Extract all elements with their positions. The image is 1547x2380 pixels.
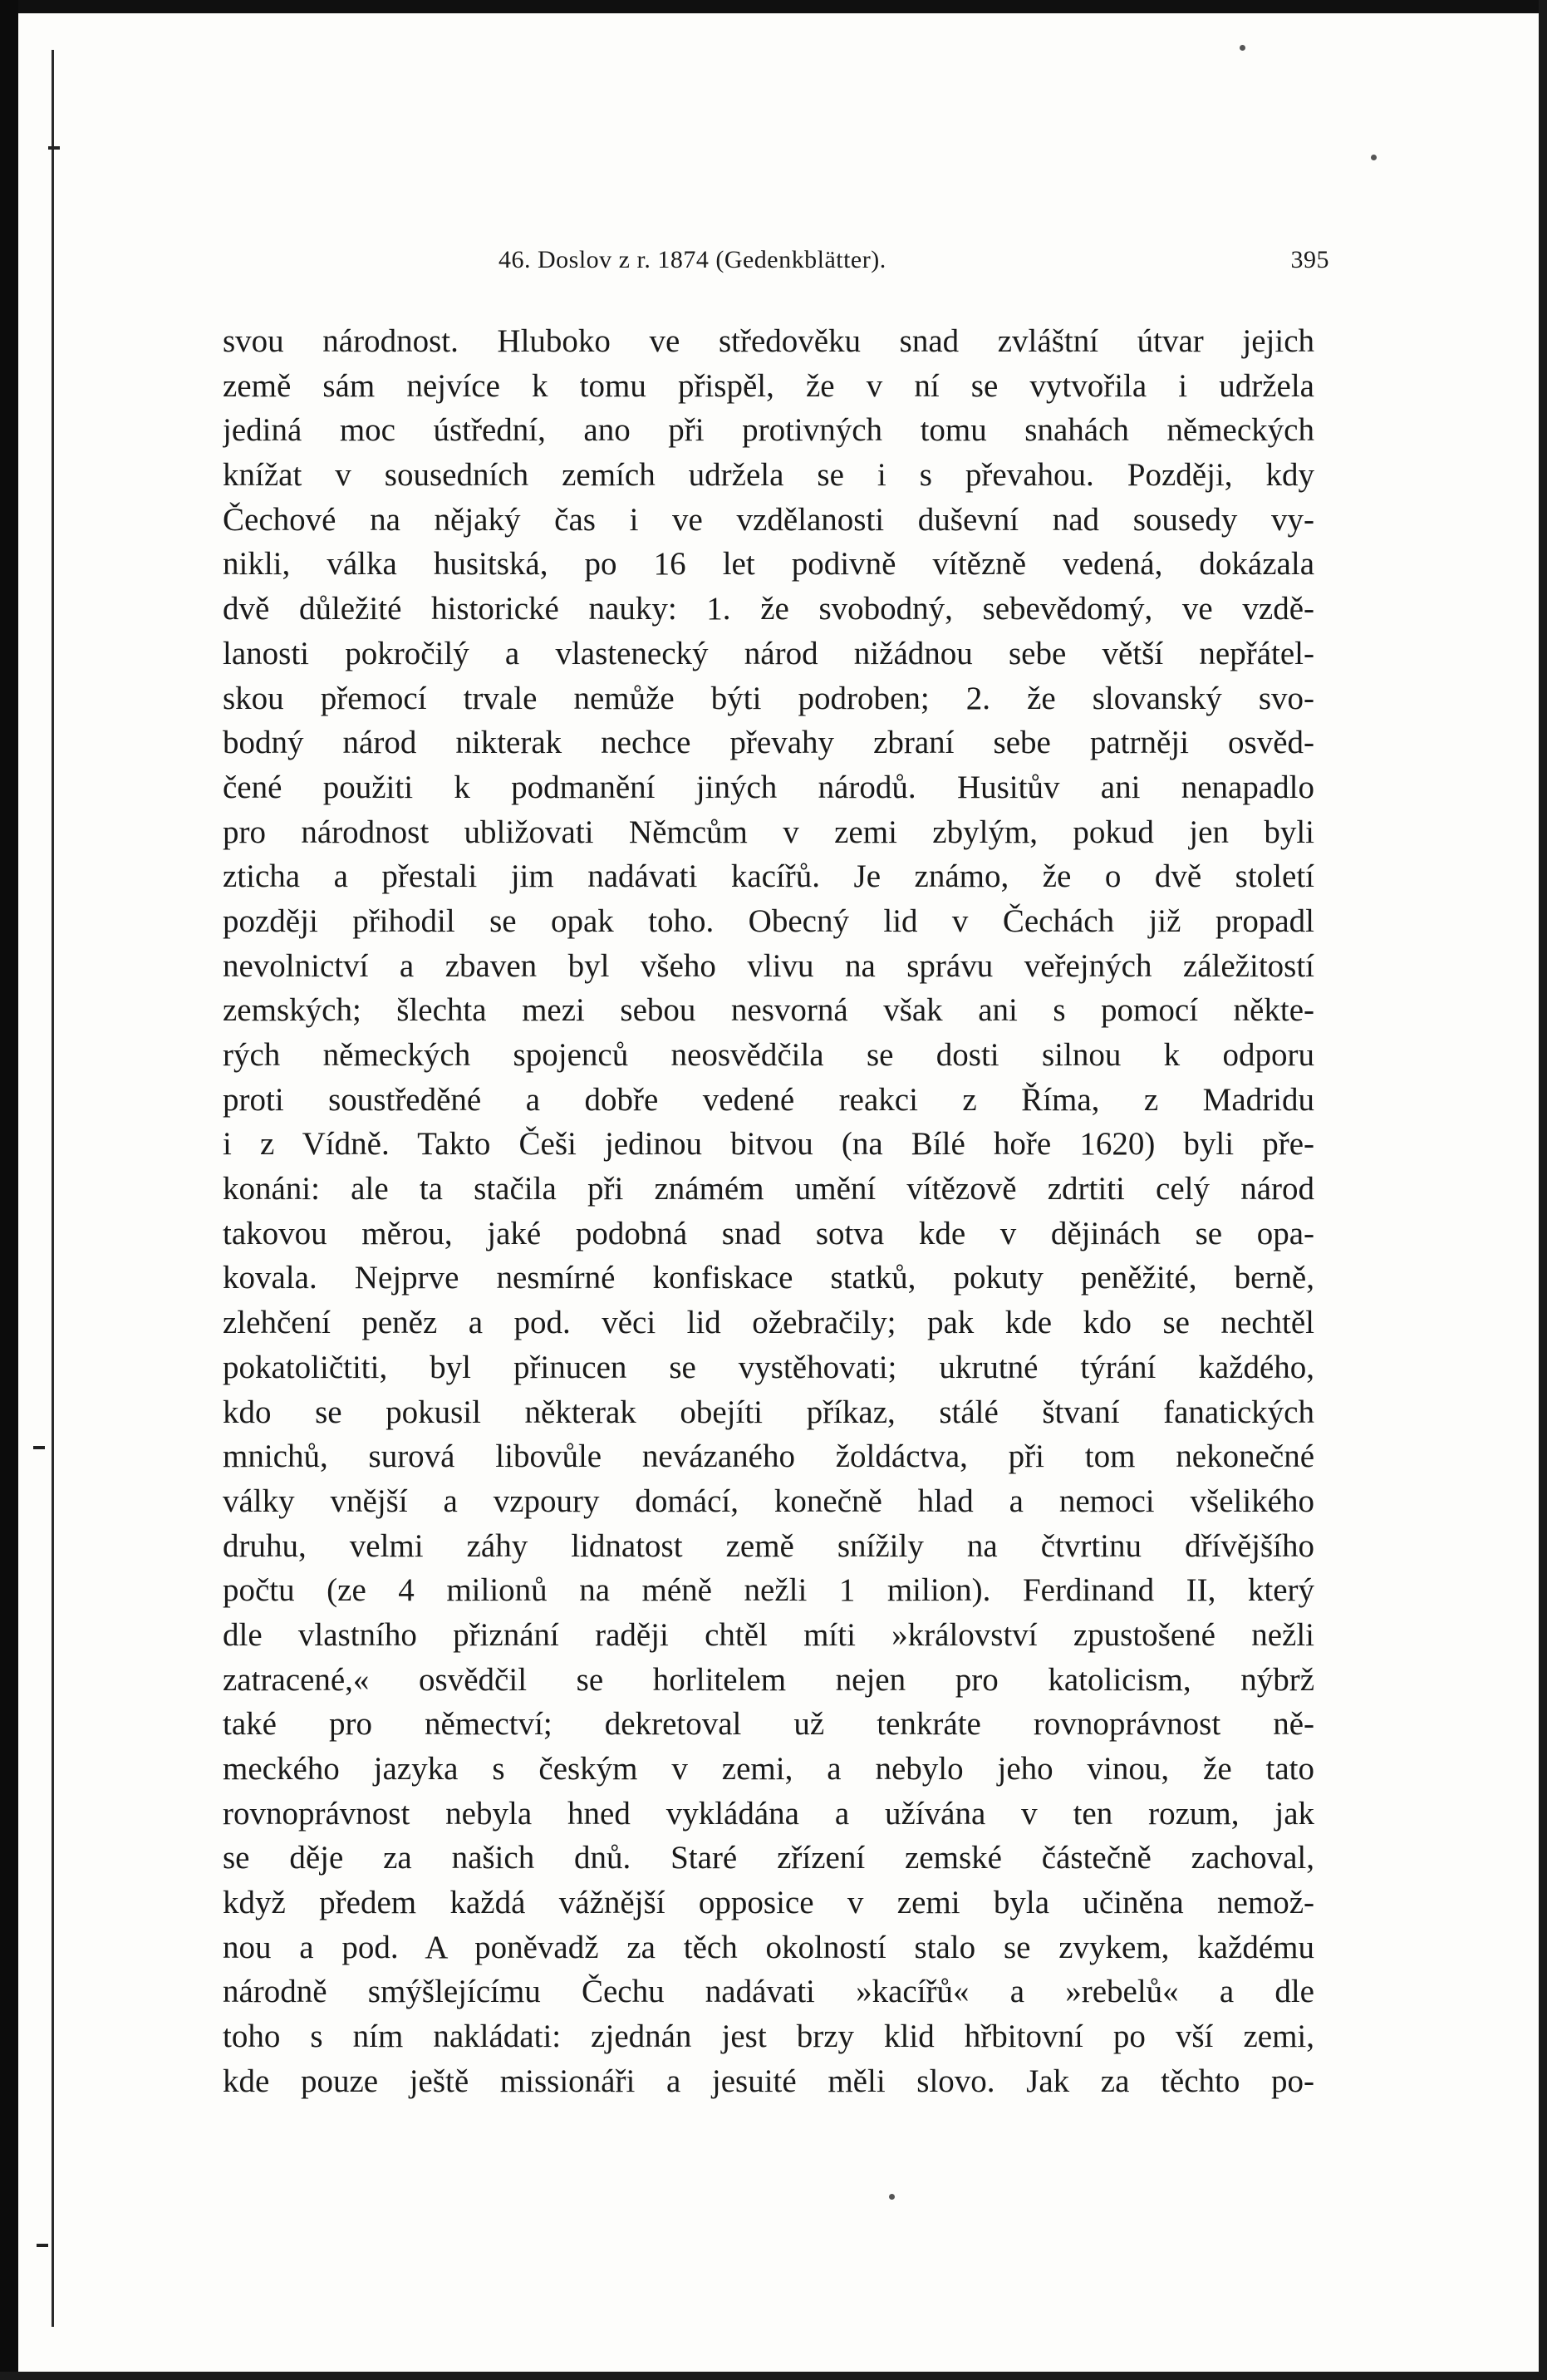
scan-speck bbox=[1371, 155, 1377, 160]
scan-edge-top bbox=[0, 0, 1547, 13]
scan-mark bbox=[33, 1446, 45, 1449]
text-line: konáni: ale ta stačila při známém umění vítězově zdrtiti celý národ bbox=[223, 1171, 1314, 1207]
scan-edge-left bbox=[0, 0, 18, 2380]
text-line: rovnoprávnost nebyla hned vykládána a užívána v ten rozum, jak bbox=[223, 1795, 1314, 1832]
scan-mark bbox=[48, 146, 60, 150]
page-number: 395 bbox=[1290, 246, 1329, 273]
text-line: toho s ním nakládati: zjednán jest brzy klid hřbitovní po vší zemi, bbox=[223, 2019, 1314, 2055]
text-line: zlehčení peněz a pod. věci lid ožebračily; pak kde kdo se nechtěl bbox=[223, 1305, 1314, 1341]
text-line: zticha a přestali jim nadávati kacířů. Je známo, že o dvě století bbox=[223, 858, 1314, 895]
body-text bbox=[223, 319, 1314, 2104]
text-line: nikli, válka husitská, po 16 let podivně vítězně vedená, dokázala bbox=[223, 546, 1314, 583]
text-line: kdo se pokusil některak obejíti příkaz, stálé štvaní fanatických bbox=[223, 1394, 1314, 1430]
text-line: se děje za našich dnů. Staré zřízení zemské částečně zachoval, bbox=[223, 1840, 1314, 1876]
text-line: dvě důležité historické nauky: 1. že svobodný, sebevědomý, ve vzdě- bbox=[223, 591, 1314, 627]
text-line: Čechové na nějaký čas i ve vzdělanosti duševní nad sousedy vy- bbox=[223, 501, 1314, 538]
scan-edge-right bbox=[1539, 0, 1547, 2380]
text-line: knížat v sousedních zemích udržela se i s převahou. Později, kdy bbox=[223, 457, 1314, 494]
text-line: takovou měrou, jaké podobná snad sotva kde v dějinách se opa- bbox=[223, 1215, 1314, 1251]
text-line: když předem každá vážnější opposice v zemi byla učiněna nemož- bbox=[223, 1885, 1314, 1921]
scan-speck bbox=[889, 2194, 895, 2200]
text-line: zemských; šlechta mezi sebou nesvorná však ani s pomocí někte- bbox=[223, 992, 1314, 1029]
text-line: mnichů, surová libovůle nevázaného žoldáctva, při tom nekonečné bbox=[223, 1438, 1314, 1475]
scan-mark bbox=[37, 2244, 48, 2247]
text-line: lanosti pokročilý a vlastenecký národ nižádnou sebe větší nepřátel- bbox=[223, 635, 1314, 671]
text-line: jediná moc ústřední, ano při protivných tomu snahách německých bbox=[223, 412, 1314, 449]
text-line: proti soustředěné a dobře vedené reakci z Říma, z Madridu bbox=[223, 1081, 1314, 1118]
text-line: pro národnost ubližovati Němcům v zemi zbylým, pokud jen byli bbox=[223, 814, 1314, 850]
text-line: nou a pod. A poněvadž za těch okolností stalo se zvykem, každému bbox=[223, 1929, 1314, 1965]
text-line: nevolnictví a zbaven byl všeho vlivu na správu veřejných záležitostí bbox=[223, 947, 1314, 984]
running-head-title: 46. Doslov z r. 1874 (Gedenkblätter). bbox=[498, 246, 886, 273]
text-line: kovala. Nejprve nesmírné konfiskace statků, pokuty peněžité, berně, bbox=[223, 1260, 1314, 1296]
text-line: svou národnost. Hluboko ve středověku snad zvláštní útvar jejich bbox=[223, 323, 1314, 359]
text-line: meckého jazyka s českým v zemi, a nebylo jeho vinou, že tato bbox=[223, 1751, 1314, 1787]
text-line: čené použiti k podmanění jiných národů. Husitův ani nenapadlo bbox=[223, 769, 1314, 805]
text-line: zatracené,« osvědčil se horlitelem nejen pro katolicism, nýbrž bbox=[223, 1661, 1314, 1698]
text-line: dle vlastního přiznání raději chtěl míti »království zpustošené nežli bbox=[223, 1616, 1314, 1653]
text-line: později přihodil se opak toho. Obecný lid v Čechách již propadl bbox=[223, 902, 1314, 939]
scan-speck bbox=[1240, 45, 1245, 51]
text-line: kde pouze ještě missionáři a jesuité měli slovo. Jak za těchto po- bbox=[223, 2063, 1314, 2099]
scan-edge-bottom bbox=[0, 2372, 1547, 2380]
text-line: počtu (ze 4 milionů na méně nežli 1 milion). Ferdinand II, který bbox=[223, 1572, 1314, 1609]
text-line: národně smýšlejícímu Čechu nadávati »kacířů« a »rebelů« a dle bbox=[223, 1974, 1314, 2010]
running-head bbox=[498, 246, 1329, 279]
text-line: bodný národ nikterak nechce převahy zbraní sebe patrněji osvěd- bbox=[223, 725, 1314, 761]
text-line: také pro němectví; dekretoval už tenkráte rovnoprávnost ně- bbox=[223, 1706, 1314, 1743]
text-line: druhu, velmi záhy lidnatost země snížily na čtvrtinu dřívějšího bbox=[223, 1527, 1314, 1564]
binding-shadow bbox=[52, 50, 54, 2327]
text-line: země sám nejvíce k tomu přispěl, že v ní se vytvořila i udržela bbox=[223, 367, 1314, 404]
text-line: skou přemocí trvale nemůže býti podroben; 2. že slovanský svo- bbox=[223, 680, 1314, 716]
text-line: i z Vídně. Takto Češi jedinou bitvou (na Bílé hoře 1620) byli pře- bbox=[223, 1126, 1314, 1163]
text-line: pokatoličtiti, byl přinucen se vystěhovati; ukrutné týrání každého, bbox=[223, 1349, 1314, 1385]
text-line: války vnější a vzpoury domácí, konečně hlad a nemoci všelikého bbox=[223, 1483, 1314, 1519]
text-line: rých německých spojenců neosvědčila se dosti silnou k odporu bbox=[223, 1037, 1314, 1073]
